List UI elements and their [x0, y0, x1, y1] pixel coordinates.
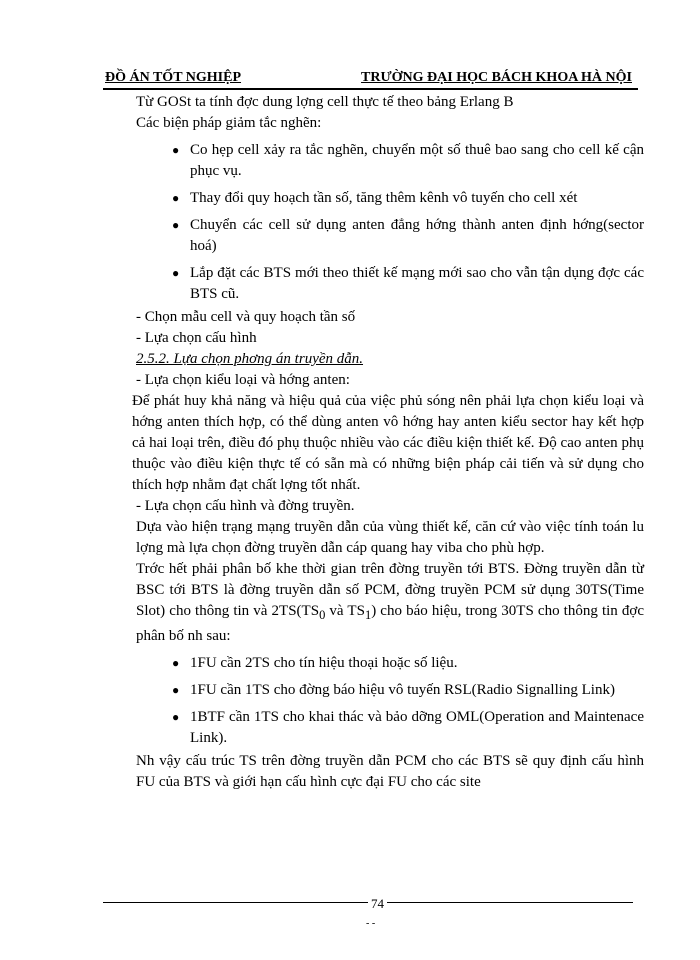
list-item-text: 1FU cần 2TS cho tín hiệu thoại hoặc số liệu. [190, 655, 458, 671]
page-header [103, 66, 638, 90]
bullet-icon: ● [172, 266, 180, 280]
dash-item-cell-pattern: - Chọn mẫu cell và quy hoạch tần số [136, 309, 356, 325]
paragraph-measures-heading: Các biện pháp giảm tắc nghẽn: [136, 115, 322, 131]
list-item [136, 653, 644, 674]
list-item [136, 707, 644, 749]
list-item [136, 215, 644, 257]
list-item-text: Thay đổi quy hoạch tần số, tăng thêm kênh vô tuyến cho cell xét [190, 190, 578, 206]
timeslot-subscript-0: 0 [319, 608, 326, 622]
list-item-text: Chuyển các cell sử dụng anten đẳng hớng thành anten định hớng(sector hoá) [190, 217, 644, 254]
bullet-icon: ● [172, 191, 180, 205]
dash-item-transmission: - Lựa chọn cấu hình và đờng truyền. [136, 498, 355, 514]
timeslot-subscript-1: 1 [364, 608, 372, 622]
list-item-text: 1BTF cần 1TS cho khai thác và bảo dỡng OML(Operation and Maintenace Link). [190, 709, 644, 746]
list-item [136, 188, 644, 209]
list-item [136, 680, 644, 701]
paragraph-network: Dựa vào hiện trạng mạng truyền dẫn của vùng thiết kế, căn cứ vào việc tính toán lu lợng mà lựa chọn đờng truyền dẫn cáp quang hay viba cho phù hợp. [136, 519, 644, 556]
list-item-text: 1FU cần 1TS cho đờng báo hiệu vô tuyến RSL(Radio Signalling Link) [190, 682, 615, 698]
list-item-text: Co hẹp cell xảy ra tắc nghẽn, chuyển một số thuê bao sang cho cell kế cận phục vụ. [190, 142, 644, 179]
bullet-icon: ● [172, 218, 180, 232]
dash-item-antenna: - Lựa chọn kiểu loại và hớng anten: [136, 372, 350, 388]
page-body [132, 92, 644, 793]
paragraph-gos: Từ GOSt ta tính đợc dung lợng cell thực tế theo bảng Erlang B [136, 94, 514, 110]
timeslot-text-c: ) cho báo hiệu, trong 30TS cho thông tin đợc phân bố nh sau: [136, 603, 644, 644]
page-number: 74 [368, 896, 387, 912]
bullet-icon: ● [172, 710, 180, 724]
dash-item-configuration: - Lựa chọn cấu hình [136, 330, 257, 346]
paragraph-antenna: Để phát huy khả năng và hiệu quả của việc phủ sóng nên phải lựa chọn kiểu loại và hớng anten thích hợp, có thể dùng anten vô hớng hay anten kiểu sector hay kết hợp cả hai loại trên, điều đó phụ thuộc nhiều vào các điều kiện thiết kế. Độ cao anten phụ thuộc vào điều kiện thực tế có sẵn mà có những biện pháp cải tiến và sử dụng cho thích hợp nhằm đạt chất lợng tốt nhất. [132, 393, 644, 493]
paragraph-timeslots [136, 559, 644, 647]
bullet-icon: ● [172, 683, 180, 697]
header-right-title: TRƯỜNG ĐẠI HỌC BÁCH KHOA HÀ NỘI [361, 70, 632, 85]
section-title: 2.5.2. Lựa chọn phơng án truyền dẫn. [136, 351, 364, 367]
header-left-title: ĐỒ ÁN TỐT NGHIỆP [105, 70, 242, 85]
bullet-icon: ● [172, 656, 180, 670]
list-item [136, 263, 644, 305]
list-item [136, 140, 644, 182]
timeslot-text-a: Trớc hết phải phân bố khe thời gian trên đờng truyền tới BTS. Đờng truyền dẫn từ BSC tới BTS là đờng truyền dẫn số PCM, đờng truyền PCM sử dụng 30TS(Time Slot) cho thông tin và 2TS(TS [136, 561, 644, 619]
bullet-icon: ● [172, 143, 180, 157]
list-item-text: Lắp đặt các BTS mới theo thiết kế mạng mới sao cho vẫn tận dụng đợc các BTS cũ. [190, 265, 644, 302]
footer-dots: - - [366, 918, 376, 929]
timeslot-text-b: và TS [325, 603, 365, 619]
paragraph-conclusion: Nh vậy cấu trúc TS trên đờng truyền dẫn PCM cho các BTS sẽ quy định cấu hình FU của BTS và giới hạn cấu hình cực đại FU cho các site [136, 753, 644, 790]
